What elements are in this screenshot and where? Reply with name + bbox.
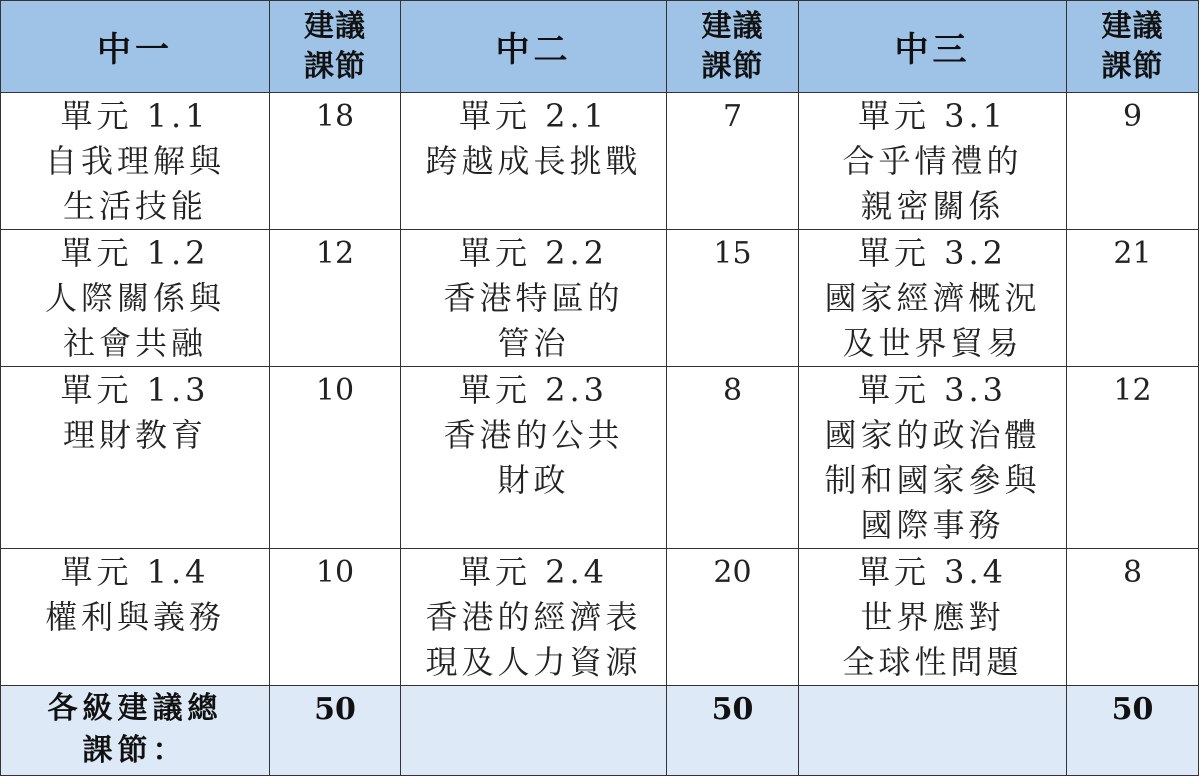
header-grade-s1: 中一 [1,1,270,93]
unit-code: 單元 3.3 [857,371,1008,409]
hours-label-line2: 課節 [701,48,764,84]
unit-title-line: 合乎情禮的 [842,142,1023,180]
hours-label-line2: 課節 [304,48,366,84]
unit-title-line: 權利與義務 [44,598,225,636]
hours-cell-s3: 8 [1067,549,1199,686]
unit-cell-s1 [1,230,270,367]
unit-code: 單元 1.1 [60,97,210,135]
unit-title-line: 現及人力資源 [425,643,642,681]
unit-title-line: 社會共融 [62,324,207,362]
total-label-line1: 各級建議總 [47,691,223,726]
unit-title-line: 理財教育 [62,416,207,454]
unit-title-line: 生活技能 [62,187,207,225]
unit-title-line: 管治 [497,324,570,362]
unit-cell-s3 [799,93,1067,230]
unit-title-line: 親密關係 [860,187,1005,225]
unit-code: 單元 2.1 [458,97,609,135]
unit-title-line: 香港特區的 [443,279,624,317]
total-hours-s3: 50 [1067,686,1199,776]
unit-code: 單元 1.2 [60,234,210,272]
hours-cell-s3: 21 [1067,230,1199,367]
header-hours-s3 [1067,1,1199,93]
unit-title-line: 及世界貿易 [842,324,1023,362]
table-row [1,230,1199,367]
hours-label-line1: 建議 [1101,8,1164,44]
unit-title-line: 世界應對 [860,598,1005,636]
hours-cell-s3: 9 [1067,93,1199,230]
hours-label-line1: 建議 [304,8,366,44]
unit-title-line: 人際關係與 [44,279,225,317]
total-label-line2: 課節： [82,733,188,768]
total-empty-cell [401,686,667,776]
unit-cell-s1 [1,93,270,230]
hours-cell-s3: 12 [1067,367,1199,549]
hours-cell-s2: 8 [667,367,799,549]
unit-cell-s3 [799,367,1067,549]
total-row [1,686,1199,776]
unit-cell-s1 [1,367,270,549]
table-row [1,93,1199,230]
header-hours-s2 [667,1,799,93]
unit-title-line: 國家的政治體 [824,416,1041,454]
unit-cell-s3 [799,230,1067,367]
unit-cell-s3 [799,549,1067,686]
hours-cell-s1: 12 [270,230,401,367]
unit-code: 單元 1.3 [60,371,210,409]
unit-title-line: 跨越成長挑戰 [425,142,642,180]
unit-cell-s2 [401,230,667,367]
unit-title-line: 香港的公共 [443,416,624,454]
table-row [1,549,1199,686]
unit-code: 單元 3.2 [857,234,1008,272]
unit-code: 單元 2.2 [458,234,609,272]
unit-cell-s2 [401,549,667,686]
unit-code: 單元 2.3 [458,371,609,409]
hours-cell-s1: 18 [270,93,401,230]
total-label-cell [1,686,270,776]
unit-title-line: 財政 [497,461,570,499]
header-row [1,1,1199,93]
total-hours-s2: 50 [667,686,799,776]
unit-cell-s2 [401,367,667,549]
hours-cell-s2: 20 [667,549,799,686]
unit-title-line: 全球性問題 [842,643,1023,681]
unit-title-line: 香港的經濟表 [425,598,642,636]
unit-title-line: 制和國家參與 [824,461,1041,499]
unit-code: 單元 3.4 [857,553,1008,591]
table-row [1,367,1199,549]
header-grade-s2: 中二 [401,1,667,93]
unit-code: 單元 2.4 [458,553,609,591]
hours-cell-s2: 15 [667,230,799,367]
hours-cell-s2: 7 [667,93,799,230]
total-hours-s1: 50 [270,686,401,776]
header-grade-s3: 中三 [799,1,1067,93]
unit-title-line: 自我理解與 [44,142,225,180]
hours-label-line1: 建議 [701,8,764,44]
total-empty-cell [799,686,1067,776]
unit-title-line: 國家經濟概況 [824,279,1041,317]
hours-cell-s1: 10 [270,367,401,549]
unit-code: 單元 1.4 [60,553,210,591]
header-hours-s1 [270,1,401,93]
unit-cell-s1 [1,549,270,686]
hours-cell-s1: 10 [270,549,401,686]
unit-title-line: 國際事務 [860,506,1005,544]
hours-label-line2: 課節 [1101,48,1164,84]
unit-code: 單元 3.1 [857,97,1008,135]
unit-cell-s2 [401,93,667,230]
